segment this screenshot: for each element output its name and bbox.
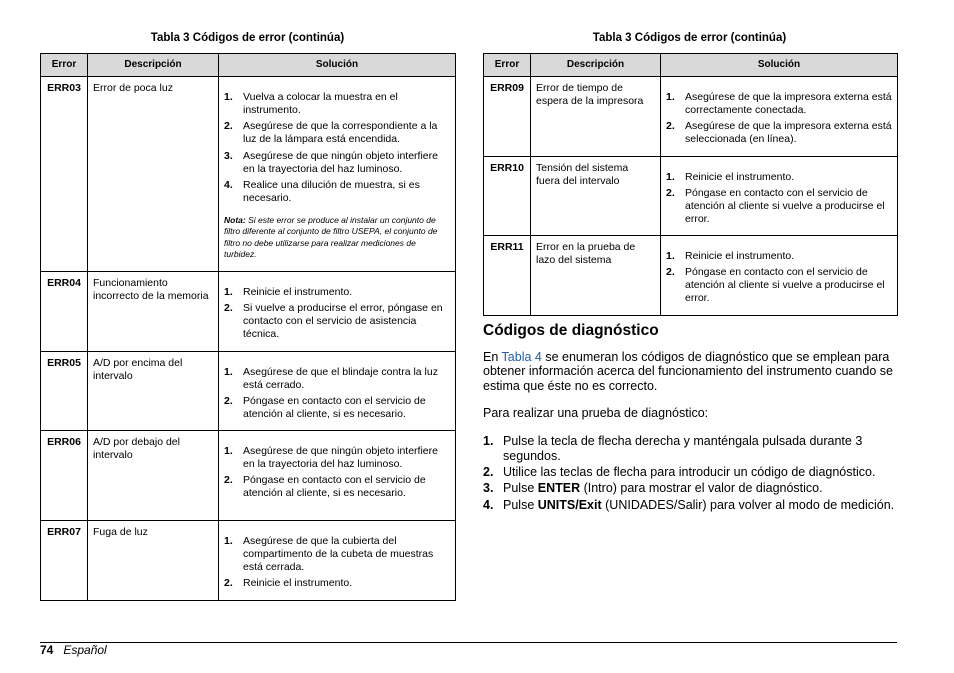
list-item: 1. Asegúrese de que ningún objeto interfiere en la trayectoria del haz luminoso.: [224, 445, 438, 471]
list-item: 1. Asegúrese de que la cubierta del compartimento de la cubeta de muestras está cerrada.: [224, 535, 434, 574]
error-code: ERR05: [41, 351, 88, 431]
section-lead: Para realizar una prueba de diagnóstico:: [483, 405, 709, 420]
list-item: 2. Si vuelve a producirse el error, póngase en contacto con el servicio de asistencia técnica.: [224, 302, 443, 341]
error-table-right: [483, 53, 898, 316]
table-row: [484, 156, 898, 236]
table-4-link[interactable]: Tabla 4: [501, 349, 542, 364]
header-solucion: Solución: [219, 54, 456, 77]
error-solution: [219, 431, 456, 521]
list-item: 2. Asegúrese de que la impresora externa está seleccionada (en línea).: [666, 120, 892, 146]
error-solution: [219, 77, 456, 272]
error-code: ERR06: [41, 431, 88, 521]
list-item: 2. Póngase en contacto con el servicio de atención al cliente si vuelve a producirse el error.: [666, 186, 885, 225]
error-description: Error en la prueba de lazo del sistema: [531, 236, 661, 316]
list-item: 2. Póngase en contacto con el servicio de atención al cliente si vuelve a producirse el error.: [666, 266, 885, 305]
list-item: 3. Pulse ENTER (Intro) para mostrar el valor de diagnóstico.: [483, 481, 823, 496]
list-item: 1. Reinicie el instrumento.: [666, 250, 795, 262]
error-table-left: [40, 53, 456, 601]
list-item: 4. Pulse UNITS/Exit (UNIDADES/Salir) para volver al modo de medición.: [483, 497, 895, 512]
diagnostic-steps: [483, 434, 896, 512]
table-row: [484, 77, 898, 157]
list-item: 1. Asegúrese de que la impresora externa está correctamente conectada.: [666, 91, 892, 117]
error-solution: [219, 351, 456, 431]
footer-language: Español: [63, 643, 107, 657]
list-item: 2. Reinicie el instrumento.: [224, 577, 353, 590]
list-item: 2. Póngase en contacto con el servicio de atención al cliente, si es necesario.: [224, 474, 426, 500]
list-item: 2. Asegúrese de que la correspondiente a la luz de la lámpara está encendida.: [224, 120, 438, 146]
table-row: [41, 77, 456, 272]
right-table-caption: Tabla 3 Códigos de error (continúa): [592, 32, 787, 44]
page-number: 74: [40, 643, 54, 657]
error-description: A/D por debajo del intervalo: [88, 431, 219, 521]
error-description: Tensión del sistema fuera del intervalo: [531, 156, 661, 236]
error-solution: [661, 236, 898, 316]
error-solution: [219, 272, 456, 352]
diagnostic-section: [483, 322, 896, 514]
list-item: 1. Asegúrese de que el blindaje contra la luz está cerrado.: [224, 365, 438, 391]
header-descripcion: Descripción: [88, 54, 219, 77]
header-solucion: Solución: [661, 54, 898, 77]
list-item: 4. Realice una dilución de muestra, si es necesario.: [224, 178, 420, 204]
list-item: 3. Asegúrese de que ningún objeto interfiere en la trayectoria del haz luminoso.: [224, 149, 438, 175]
error-description: Error de tiempo de espera de la impresora: [531, 77, 661, 157]
table-row: [41, 521, 456, 601]
table-row: [484, 236, 898, 316]
list-item: 1. Pulse la tecla de flecha derecha y manténgala pulsada durante 3 segundos.: [483, 434, 863, 463]
error-solution: [661, 77, 898, 157]
header-error: Error: [484, 54, 531, 77]
page-footer: [40, 643, 107, 657]
header-descripcion: Descripción: [531, 54, 661, 77]
note: Nota: Si este error se produce al instalar un conjunto de filtro diferente al conjunto de filtro USEPA, el conjunto de filtro no debe utilizarse para realizar mediciones de turbidez.: [224, 215, 438, 260]
section-title: Códigos de diagnóstico: [483, 322, 659, 339]
left-table-caption: Tabla 3 Códigos de error (continúa): [150, 32, 345, 44]
list-item: 2. Póngase en contacto con el servicio de atención al cliente, si es necesario.: [224, 394, 426, 420]
table-row: [41, 351, 456, 431]
error-description: Error de poca luz: [88, 77, 219, 272]
error-code: ERR09: [484, 77, 531, 157]
error-description: Funcionamiento incorrecto de la memoria: [88, 272, 219, 352]
error-code: ERR11: [484, 236, 531, 316]
error-code: ERR10: [484, 156, 531, 236]
list-item: 1. Reinicie el instrumento.: [224, 286, 353, 298]
error-solution: [661, 156, 898, 236]
table-row: [41, 431, 456, 521]
header-error: Error: [41, 54, 88, 77]
error-code: ERR04: [41, 272, 88, 352]
error-description: A/D por encima del intervalo: [88, 351, 219, 431]
list-item: 1. Vuelva a colocar la muestra en el instrumento.: [224, 91, 398, 117]
section-intro: En Tabla 4 se enumeran los códigos de diagnóstico que se emplean para obtener información acerca del funcionamiento del instrumento cuando se estima que éste no es correcto.: [483, 349, 893, 393]
list-item: 2. Utilice las teclas de flecha para introducir un código de diagnóstico.: [483, 465, 876, 480]
error-code: ERR03: [41, 77, 88, 272]
table-row: [41, 272, 456, 352]
error-code: ERR07: [41, 521, 88, 601]
error-solution: [219, 521, 456, 601]
list-item: 1. Reinicie el instrumento.: [666, 170, 795, 183]
error-description: Fuga de luz: [88, 521, 219, 601]
footer-divider: [40, 642, 897, 643]
